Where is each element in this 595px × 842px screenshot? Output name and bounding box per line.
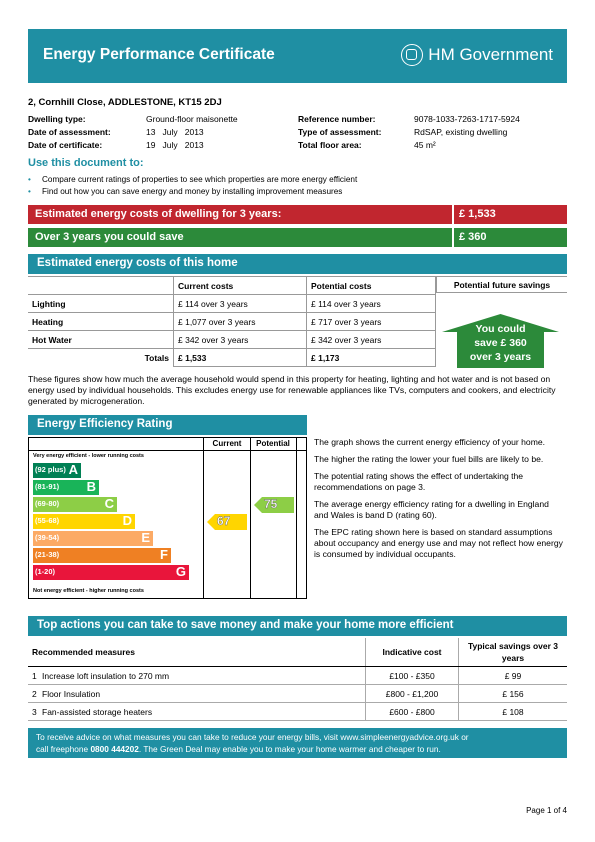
details-left [28,114,238,153]
detail-label: Type of assessment: [298,127,382,137]
potential-total: £ 1,173 [307,349,436,367]
detail-label: Date of certificate: [28,140,103,150]
potential-cost: £ 342 over 3 years [307,331,436,349]
row-label: Lighting [28,295,174,313]
measure-cost: £800 - £1,200 [366,685,459,703]
row-label: Hot Water [28,331,174,349]
totals-label: Totals [28,349,174,367]
actions-section-header [28,616,567,636]
current-rating-value: 67 [217,513,231,528]
detail-label: Reference number: [298,114,376,124]
column-header: Current costs [174,277,307,295]
band-letter: A [68,462,78,477]
savings-value: £ 360 [452,228,567,247]
detail-value: 45 m² [414,140,436,150]
current-rating-marker [207,514,247,532]
detail-value: 13 July 2013 [146,127,204,137]
current-cost: £ 1,077 over 3 years [174,313,307,331]
band-range: (69-80) [35,499,60,508]
detail-label: Total floor area: [298,140,362,150]
potential-cost: £ 114 over 3 years [307,295,436,313]
current-cost: £ 342 over 3 years [174,331,307,349]
measure-text: Increase loft insulation to 270 mm [42,670,170,681]
band-letter: C [104,496,114,511]
table-header-row [28,638,567,667]
table-row [28,331,436,349]
savings-text-line: You could [475,323,526,335]
hm-government-logo [401,44,553,66]
measure-saving: £ 108 [459,703,568,721]
measure-number: 2 [32,688,37,699]
costs-table [28,276,436,367]
rating-band-g [33,565,189,580]
current-cost: £ 114 over 3 years [174,295,307,313]
costs-explanation: These figures show how much the average household would spend in this property for heating, lighting and hot water and is not based on energy used by individual households. This excludes energy use for renewable appliances like TVs, computers and cookers, and electricity generated by microgeneration. [28,374,556,406]
efficiency-section-header [28,415,307,435]
table-header-row [28,277,436,295]
measure-saving: £ 99 [459,667,568,685]
section-title: Top actions you can take to save money and make your home more efficient [37,619,454,631]
potential-cost: £ 717 over 3 years [307,313,436,331]
column-header: Potential costs [307,277,436,295]
advice-footer [28,728,567,758]
section-title: Energy Efficiency Rating [37,418,173,430]
measure-number: 3 [32,706,37,717]
band-range: (81-91) [35,482,60,491]
band-range: (39-54) [35,533,60,542]
crest-icon [401,44,423,66]
rating-band-c [33,497,117,512]
measure-text: Floor Insulation [42,688,101,699]
detail-value: Ground-floor maisonette [146,114,238,124]
savings-bar [28,228,567,247]
measure-cost: £100 - £350 [366,667,459,685]
table-row [28,667,567,685]
total-cost-label: Estimated energy costs of dwelling for 3 years: [35,208,282,220]
table-row [28,295,436,313]
note-paragraph: The potential rating shows the effect of undertaking the recommendations on page 3. [314,471,524,492]
measure-saving: £ 156 [459,685,568,703]
rating-band-e [33,531,153,546]
rating-band-b [33,480,99,495]
total-cost-value: £ 1,533 [452,205,567,224]
band-letter: E [141,530,150,545]
list-item: Compare current ratings of properties to see which properties are more energy efficient [42,175,358,184]
band-letter: F [160,547,168,562]
page-title: Energy Performance Certificate [43,46,275,63]
detail-label: Dwelling type: [28,114,86,124]
table-row [28,313,436,331]
column-header: Typical savings over 3 years [459,638,568,667]
totals-row [28,349,436,367]
note-paragraph: The EPC rating shown here is based on standard assumptions about occupancy and energy use and may not reflect how energy is consumed by individual occupants. [314,527,563,559]
list-item: Find out how you can save energy and money by installing improvement measures [42,187,343,196]
bullet-icon: • [28,187,31,196]
detail-label: Date of assessment: [28,127,111,137]
future-savings-header: Potential future savings [436,276,567,293]
bottom-note: Not energy efficient - higher running costs [33,588,144,594]
top-note: Very energy efficient - lower running costs [33,453,144,459]
rating-band-f [33,548,171,563]
note-paragraph: The average energy efficiency rating for a dwelling in England and Wales is band D (rating 60). [314,499,549,520]
brand-text: HM Government [428,45,553,64]
efficiency-notes [314,437,564,566]
rating-band-a [33,463,81,478]
band-range: (55-68) [35,516,60,525]
page-header [28,29,567,83]
table-row [28,703,567,721]
band-range: (1-20) [35,567,56,576]
section-title: Estimated energy costs of this home [37,257,238,269]
savings-text-line: save £ 360 [474,337,527,349]
band-range: (92 plus) [35,465,66,474]
use-document-heading: Use this document to: [28,157,144,169]
freephone-number[interactable]: 0800 444202 [90,744,139,754]
note-paragraph: The higher the rating the lower your fuel bills are likely to be. [314,454,544,464]
property-address: 2, Cornhill Close, ADDLESTONE, KT15 2DJ [28,97,222,108]
row-label: Heating [28,313,174,331]
potential-column-header: Potential [250,438,297,450]
measure-cost: £600 - £800 [366,703,459,721]
detail-value: RdSAP, existing dwelling [414,127,508,137]
band-letter: D [122,513,132,528]
potential-rating-marker [254,497,294,515]
rating-band-d [33,514,135,529]
measure-number: 1 [32,670,37,681]
band-letter: B [86,479,96,494]
band-letter: G [175,564,186,579]
current-total: £ 1,533 [174,349,307,367]
column-header: Recommended measures [28,638,366,667]
actions-table [28,638,567,721]
table-row [28,685,567,703]
detail-value: 9078-1033-7263-1717-5924 [414,114,520,124]
potential-rating-value: 75 [264,496,278,511]
band-range: (21-38) [35,550,60,559]
footer-text: call freephone [36,744,91,754]
footer-text: . The Green Deal may enable you to make your home warmer and cheaper to run. [138,744,441,754]
use-document-list [28,174,357,198]
current-column-header: Current [203,438,251,450]
total-cost-bar [28,205,567,224]
costs-section-header [28,254,567,274]
detail-value: 19 July 2013 [146,140,204,150]
column-header: Indicative cost [366,638,459,667]
page-number: Page 1 of 4 [526,806,567,815]
details-right [298,114,520,153]
efficiency-chart [28,437,307,599]
measure-text: Fan-assisted storage heaters [42,706,153,717]
note-paragraph: The graph shows the current energy efficiency of your home. [314,437,546,447]
footer-line: To receive advice on what measures you can take to reduce your energy bills, visit www.simpleenergyadvice.org.uk or [36,732,469,742]
savings-text-line: over 3 years [469,351,532,363]
savings-arrow-text [442,322,559,364]
bullet-icon: • [28,175,31,184]
savings-label: Over 3 years you could save [35,231,184,243]
